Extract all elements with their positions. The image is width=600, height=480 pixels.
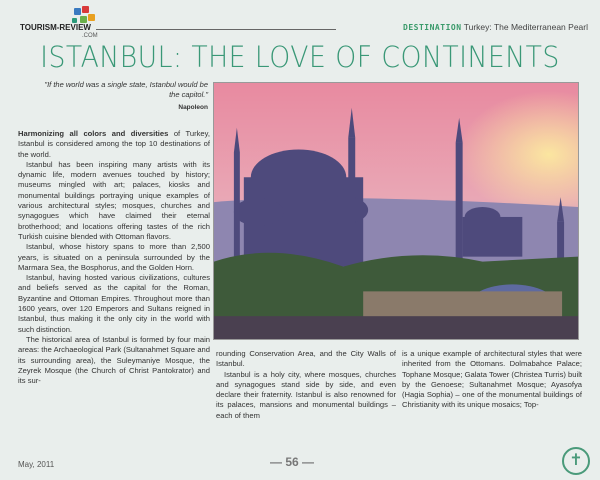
lead-paragraph — [18, 129, 210, 160]
logo-square — [82, 6, 89, 13]
emblem-icon: ✝ — [562, 447, 590, 475]
column-3 — [402, 349, 582, 411]
logo-square — [88, 14, 95, 21]
paragraph: is a unique example of architectural styles that were inherited from the Ottomans. Dolmabahce Palace; Tophane Mosque; Galata Tower (Christea Turris) built by the Genoese; Sultanahmet Mosque; Ayasofya (Hagia Sophia) – one of the monumental buildings of Christianity with its unique mosaics; Top- — [402, 349, 582, 410]
quote: "If the world was a single state, Istanbul would be the capitol." — [44, 80, 208, 99]
article-title: ISTANBUL: THE LOVE OF CONTINENTS — [40, 40, 560, 74]
lead-bold: Harmonizing all colors and diversities — [18, 129, 169, 138]
header-rule — [96, 29, 336, 30]
logo-text: TOURISM-REVIEW — [20, 23, 91, 32]
section-header — [403, 22, 588, 33]
paragraph: Istanbul, whose history spans to more than 2,500 years, is situated on a peninsula surrounded by the Marmara Sea, the Bosphorus, and the Golden Horn. — [18, 242, 210, 272]
site-logo — [8, 6, 138, 44]
quote-block — [40, 80, 208, 112]
paragraph: The historical area of Istanbul is formed by four main areas: the Archaeological Park (Sultanahmet Square and its surrounding area), the Suleymaniye Mosque, the Zeyrek Mosque (the Church of Christ Pantokrator) and its sur- — [18, 334, 210, 386]
hagia-sophia-photo — [213, 82, 579, 340]
quote-author: Napoleon — [178, 104, 208, 111]
paragraph: rounding Conservation Area, and the City Walls of Istanbul. — [216, 349, 396, 369]
section-title: Turkey: The Mediterranean Pearl — [463, 22, 588, 32]
lead-rest: of Turkey, Istanbul is considered among the top 10 destinations of the world. — [18, 129, 210, 159]
page-number: — 56 — — [270, 455, 315, 469]
paragraph: Istanbul is a holy city, where mosques, churches and synagogues stand side by side, and even declare their fraternity. Istanbul is also renowned for its palaces, mansions and monumental buildings – each of them — [216, 369, 396, 420]
logo-square — [74, 8, 81, 15]
logo-sub: .COM — [82, 33, 98, 39]
paragraph: Istanbul, having hosted various civilizations, cultures and beliefs served as the capital for the Roman, Byzantine and Ottoman Empires. Throughout more than 1600 years, over 120 Emperors and Sultans reigned in Istanbul, thus making it the only city in the world with such distinction. — [18, 273, 210, 334]
section-label: DESTINATION — [403, 23, 462, 32]
column-2 — [216, 349, 396, 421]
column-1 — [18, 129, 210, 386]
logo-square — [80, 16, 87, 23]
paragraph: Istanbul has been inspiring many artists with its dynamic life, modern avenues touched by history; museums mingled with art; palaces, kiosks and monumental buildings portraying unique examples of various architectural styles; mosques, churches and synagogues which have claimed their eternal brotherhood; and locations offering tastes of the rich Turkish cuisine blended with Ottoman flavors. — [18, 159, 210, 241]
issue-date: May, 2011 — [18, 460, 55, 469]
